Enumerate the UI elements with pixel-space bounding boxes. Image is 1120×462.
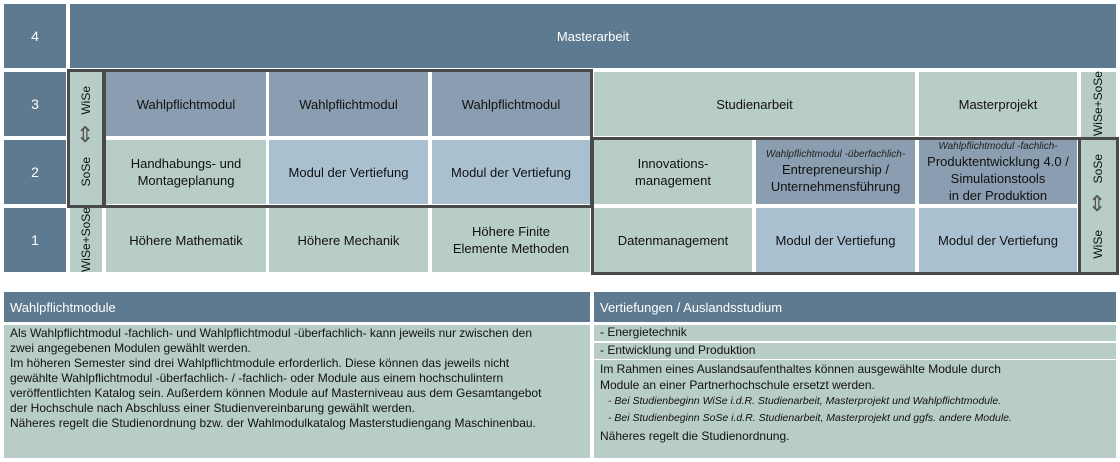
masterprojekt-label: Masterprojekt: [958, 96, 1038, 112]
finite-line1: Höhere Finite: [471, 224, 551, 239]
semester-3-label: 3: [31, 95, 39, 112]
ausland-line-2: Module an einer Partnerhochschule ersetzt werden.: [600, 378, 875, 392]
ausland-line-3: Näheres regelt die Studienordnung.: [600, 429, 790, 443]
produkt-line3: in der Produktion: [948, 187, 1048, 203]
wpm-line-6: der Hochschule nach Abschluss einer Studienvereinbarung gewählt werden.: [10, 401, 415, 415]
ueberfachlich-tag: Wahlpflichtmodul -überfachlich-: [765, 149, 906, 160]
right-sose-label: [1081, 146, 1116, 192]
produktentwicklung-label: [927, 141, 1069, 204]
wpm-line-2: zwei angegebenen Modulen gewählt werden.: [10, 341, 251, 355]
right-sose-text: SoSe: [1091, 154, 1105, 184]
vertiefung-r2-2-label: Modul der Vertiefung: [451, 164, 571, 180]
wise-note: - Bei Studienbeginn WiSe i.d.R. Studienarbeit, Masterprojekt und Wahlpflichtmodule.: [608, 395, 1002, 407]
left-wise-sose-label: [70, 208, 102, 272]
wahlpflichtmodule-body: [4, 325, 590, 458]
left-wise-label: [70, 80, 102, 120]
vertiefung-r1-1-label: Modul der Vertiefung: [775, 232, 896, 248]
produkt-line2: Simulationstools: [950, 170, 1046, 186]
ausland-line-1: Im Rahmen eines Auslandsaufenthaltes können ausgewählte Module durch: [600, 362, 1001, 376]
semester-3: [4, 72, 66, 136]
entrepreneurship-line2: Unternehmensführung: [770, 179, 901, 194]
wahlpflichtmodul-2-label: Wahlpflichtmodul: [299, 96, 398, 112]
vertiefung-r2-2: [432, 140, 590, 204]
mathematik-label: Höhere Mathematik: [129, 232, 243, 248]
produkt-line1: Produktentwicklung 4.0 /: [927, 153, 1069, 169]
vertiefung-r1-1: [756, 208, 915, 272]
innovations-line2: management: [635, 173, 711, 188]
wpm-line-5: veröffentlichten Katalog sein. Außerdem können Module auf Masterniveau aus dem Gesamtangebot: [10, 386, 542, 400]
semester-1: [4, 208, 66, 272]
vertiefung-item-2: [594, 343, 1116, 359]
finite-line2: Elemente Methoden: [452, 241, 570, 256]
wpm-line-7: Näheres regelt die Studienordnung bzw. der Wahlmodulkatalog Masterstudiengang Maschinenbau.: [10, 416, 536, 430]
semester-4: [4, 4, 66, 68]
wpm-line-4: gewählte Wahlpflichtmodul -überfachlich- / -fachlich- oder Module aus einem hochschulintern: [10, 371, 504, 385]
entwicklung-label: - Entwicklung und Produktion: [600, 343, 756, 357]
datenmanagement-label: Datenmanagement: [617, 232, 729, 248]
wahlpflichtmodul-1-label: Wahlpflichtmodul: [136, 96, 236, 112]
studienarbeit-cell: [594, 72, 915, 136]
mechanik-label: Höhere Mechanik: [297, 232, 400, 248]
masterarbeit-cell: [70, 4, 1116, 68]
wpm-line-3: Im höheren Semester sind drei Wahlpflichtmodule erforderlich. Diese können das jeweils nicht: [10, 356, 510, 370]
vertiefung-r2-1-label: Modul der Vertiefung: [288, 164, 409, 180]
vertiefungen-header: [594, 292, 1116, 322]
semester-1-label: 1: [31, 231, 39, 248]
finite-elemente-cell: [432, 208, 590, 272]
wise-sose-text: WiSe+SoSe: [78, 207, 93, 273]
wahlpflichtmodul-3-label: Wahlpflichtmodul: [461, 96, 561, 112]
wahlpflichtmodul-3: [432, 72, 590, 136]
right-wise-sose-text: WiSe+SoSe: [1091, 71, 1105, 137]
entrepreneurship-label: [766, 149, 905, 195]
energietechnik-label: - Energietechnik: [600, 325, 687, 339]
semester-2-label: 2: [31, 163, 39, 180]
sose-text: SoSe: [78, 157, 93, 187]
handhabung-cell: [106, 140, 266, 204]
wahlpflichtmodule-title: Wahlpflichtmodule: [10, 299, 116, 315]
wahlpflichtmodule-header: [4, 292, 590, 322]
entrepreneurship-line1: Entrepreneurship /: [782, 162, 889, 177]
wahlpflichtmodul-2: [269, 72, 428, 136]
vertiefung-item-1: [594, 325, 1116, 341]
innovationsmanagement-cell: [594, 140, 752, 204]
wise-text: WiSe: [78, 85, 93, 115]
vertiefungen-title: Vertiefungen / Auslandsstudium: [600, 299, 783, 315]
sose-note: - Bei Studienbeginn SoSe i.d.R. Studienarbeit, Masterprojekt und ggfs. andere Module.: [608, 412, 1012, 424]
wpm-line-1: Als Wahlpflichtmodul -fachlich- und Wahlpflichtmodul -überfachlich- kann jeweils nur zwischen den: [10, 326, 533, 340]
produktentwicklung-cell: [919, 140, 1077, 204]
hoehere-mechanik-cell: [269, 208, 428, 272]
innovations-line1: Innovations-: [637, 156, 709, 171]
left-updown-arrow-icon: ⇕: [76, 122, 95, 147]
handhabung-label: [131, 155, 242, 189]
semester-2: [4, 140, 66, 204]
innovations-label: [635, 155, 711, 189]
vertiefung-r2-1: [269, 140, 428, 204]
vertiefung-r1-2-label: Modul der Vertiefung: [938, 232, 1058, 248]
studienarbeit-label: Studienarbeit: [716, 96, 793, 112]
left-sose-label: [70, 150, 102, 194]
handhabung-line2: Montageplanung: [137, 173, 235, 188]
masterarbeit-label: Masterarbeit: [556, 28, 630, 44]
hoehere-mathematik-cell: [106, 208, 266, 272]
right-wise-text: WiSe: [1091, 229, 1105, 259]
handhabung-line1: Handhabungs- und: [130, 156, 242, 171]
masterprojekt-cell: [919, 72, 1077, 136]
right-wise-sose-label: [1081, 72, 1116, 136]
right-updown-arrow-icon: ⇕: [1088, 191, 1107, 216]
auslandsstudium-body: [594, 360, 1116, 458]
entrepreneurship-cell: [756, 140, 915, 204]
finite-label: [453, 223, 569, 257]
vertiefung-r1-2: [919, 208, 1077, 272]
semester-4-label: 4: [31, 27, 39, 44]
fachlich-tag: Wahlpflichtmodul -fachlich-: [938, 140, 1058, 152]
datenmanagement-cell: [594, 208, 752, 272]
right-wise-label: [1081, 222, 1116, 266]
wahlpflichtmodul-1: [106, 72, 266, 136]
